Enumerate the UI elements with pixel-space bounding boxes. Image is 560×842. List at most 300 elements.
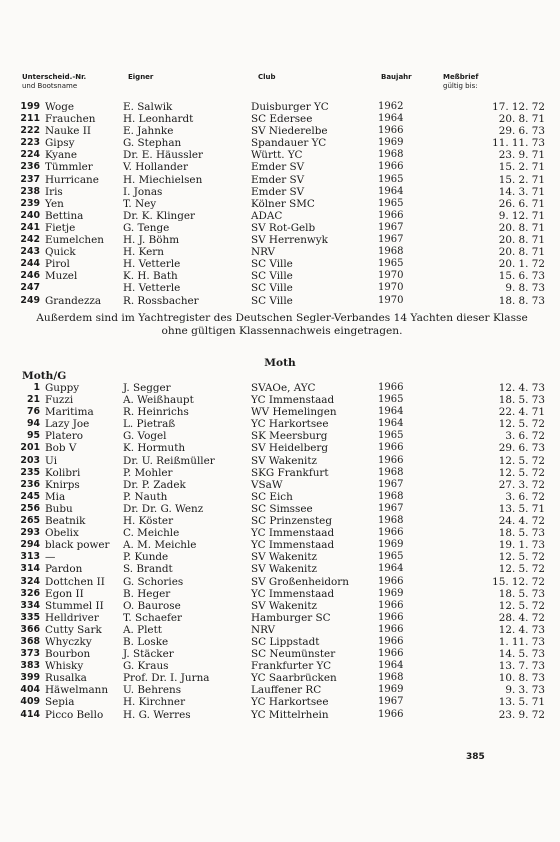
club-name: SV Rot-Gelb <box>251 221 316 234</box>
table-row <box>0 600 560 612</box>
club-name: YC Saarbrücken <box>251 672 337 685</box>
owner-name: G. Stephan <box>123 137 182 150</box>
club-name: SC Ville <box>251 282 293 295</box>
owner-name: Dr. Dr. G. Wenz <box>123 502 204 515</box>
sail-number: 223 <box>20 137 40 149</box>
club-name: SV Wakenitz <box>251 454 318 467</box>
club-name: NRV <box>251 246 276 259</box>
build-year: 1964 <box>378 113 404 125</box>
build-year: 1968 <box>378 672 404 684</box>
owner-name: P. Mohler <box>123 466 173 479</box>
table-row <box>0 282 560 294</box>
certificate-date: 24. 4. 72 <box>498 515 545 528</box>
boat-name: Whyczky <box>45 635 92 648</box>
build-year: 1965 <box>378 551 404 563</box>
owner-name: H. Leonhardt <box>123 113 194 126</box>
boat-name: Guppy <box>45 382 80 394</box>
owner-name: R. Rossbacher <box>123 294 199 307</box>
owner-name: J. Segger <box>123 382 171 394</box>
certificate-date: 23. 9. 72 <box>498 708 545 721</box>
certificate-date: 15. 6. 73 <box>498 270 545 283</box>
sail-number: 203 <box>20 454 40 466</box>
sail-number: 76 <box>26 406 40 418</box>
club-name: Duisburger YC <box>251 101 329 113</box>
build-year: 1966 <box>378 575 404 587</box>
club-name: Hamburger SC <box>251 611 331 624</box>
owner-name: G. Kraus <box>123 660 169 673</box>
build-year: 1965 <box>378 173 404 185</box>
certificate-date: 20. 8. 71 <box>498 234 545 247</box>
sail-number: 243 <box>20 246 40 258</box>
sail-number: 94 <box>26 418 40 430</box>
build-year: 1962 <box>378 101 404 112</box>
club-name: Frankfurter YC <box>251 660 332 673</box>
build-year: 1970 <box>378 282 404 294</box>
boat-name: Woge <box>45 101 75 113</box>
build-year: 1968 <box>378 246 404 258</box>
boat-name: Obelix <box>45 527 79 540</box>
boat-name: Lazy Joe <box>45 418 90 431</box>
owner-name: A. Plett <box>123 623 162 636</box>
club-name: YC Immenstaad <box>251 587 335 600</box>
certificate-date: 9. 12. 71 <box>498 209 545 222</box>
boat-name: Quick <box>45 246 76 259</box>
table-row <box>0 551 560 563</box>
table-row <box>0 382 560 394</box>
build-year: 1965 <box>378 430 404 442</box>
certificate-date: 15. 2. 71 <box>498 173 545 186</box>
boat-name: Sepia <box>45 696 75 709</box>
sail-number: 222 <box>20 125 40 137</box>
certificate-date: 9. 3. 73 <box>505 684 545 697</box>
table-row <box>0 210 560 222</box>
boat-name: Bettina <box>45 209 84 222</box>
table-row <box>0 648 560 660</box>
build-year: 1964 <box>378 185 404 197</box>
sail-number: 409 <box>20 696 40 708</box>
sail-number: 201 <box>20 442 40 454</box>
owner-name: G. Tenge <box>123 221 170 234</box>
moth-table <box>0 382 560 721</box>
club-name: SVAOe, AYC <box>251 382 316 394</box>
owner-name: G. Schories <box>123 575 184 588</box>
table-row <box>0 198 560 210</box>
certificate-date: 12. 4. 73 <box>498 623 545 636</box>
sail-number: 368 <box>20 635 40 647</box>
club-name: SV Niederelbe <box>251 125 328 138</box>
sail-number: 245 <box>20 490 40 502</box>
club-name: SV Wakenitz <box>251 563 318 576</box>
owner-name: B. Loske <box>123 635 169 648</box>
owner-name: J. Stäcker <box>123 648 174 661</box>
certificate-date: 13. 7. 73 <box>498 660 545 673</box>
table-row <box>0 270 560 282</box>
top-table <box>0 101 560 307</box>
club-name: YC Mittelrhein <box>251 708 329 721</box>
owner-name: A. M. Meichle <box>123 539 197 552</box>
table-row <box>0 588 560 600</box>
owner-name: V. Hollander <box>123 161 188 174</box>
table-row <box>0 455 560 467</box>
table-row <box>0 161 560 173</box>
boat-name: — <box>45 551 56 564</box>
build-year: 1966 <box>378 599 404 611</box>
build-year: 1966 <box>378 635 404 647</box>
boat-name: Grandezza <box>45 294 102 307</box>
owner-name: P. Kunde <box>123 551 169 564</box>
club-name: Württ. YC <box>251 149 303 162</box>
build-year: 1968 <box>378 490 404 502</box>
club-name: VSaW <box>251 478 283 491</box>
header-owner: Eigner <box>128 73 154 81</box>
column-header <box>0 73 560 103</box>
boat-name: Mia <box>45 490 66 503</box>
table-row <box>0 442 560 454</box>
sail-number: 95 <box>26 430 40 442</box>
certificate-date: 23. 9. 71 <box>498 149 545 162</box>
club-name: SV Großenheidorn <box>251 575 349 588</box>
class-label: Moth/G <box>22 370 67 382</box>
certificate-date: 12. 5. 72 <box>498 563 545 576</box>
sail-number: 241 <box>20 221 40 233</box>
certificate-date: 22. 4. 71 <box>498 406 545 419</box>
table-row <box>0 479 560 491</box>
club-name: YC Immenstaad <box>251 539 335 552</box>
owner-name: H. Vetterle <box>123 258 181 271</box>
page-number: 385 <box>466 752 485 762</box>
sail-number: 373 <box>20 648 40 660</box>
build-year: 1965 <box>378 258 404 270</box>
build-year: 1968 <box>378 149 404 161</box>
table-row <box>0 612 560 624</box>
club-name: SC Eich <box>251 490 293 503</box>
boat-name: Knirps <box>45 478 80 491</box>
club-name: YC Harkortsee <box>251 696 329 709</box>
table-row <box>0 234 560 246</box>
owner-name: K. H. Bath <box>123 270 178 283</box>
owner-name: H. Kern <box>123 246 164 259</box>
table-row <box>0 527 560 539</box>
boat-name: Cutty Sark <box>45 623 102 636</box>
sail-number: 246 <box>20 270 40 282</box>
boat-name: Gipsy <box>45 137 75 150</box>
certificate-date: 12. 5. 72 <box>498 418 545 431</box>
section-title: Moth <box>264 357 296 369</box>
club-name: SC Ville <box>251 258 293 271</box>
club-name: SC Prinzensteg <box>251 515 332 528</box>
sail-number: 335 <box>20 611 40 623</box>
boat-name: Stummel II <box>45 599 104 612</box>
boat-name: Frauchen <box>45 113 96 126</box>
boat-name: Pirol <box>45 258 70 271</box>
sail-number: 414 <box>20 708 40 720</box>
build-year: 1967 <box>378 234 404 246</box>
build-year: 1964 <box>378 406 404 418</box>
header-number-boat: Unterscheid.-Nr. und Bootsname <box>22 73 87 90</box>
owner-name: H. G. Werres <box>123 708 191 721</box>
build-year: 1966 <box>378 442 404 454</box>
boat-name: Pardon <box>45 563 83 576</box>
owner-name: H. Kirchner <box>123 696 186 709</box>
sail-number: 236 <box>20 161 40 173</box>
boat-name: Platero <box>45 430 84 443</box>
boat-name: Iris <box>45 185 63 198</box>
boat-name: Häwelmann <box>45 684 109 697</box>
certificate-date: 20. 8. 71 <box>498 246 545 259</box>
sail-number: 238 <box>20 185 40 197</box>
table-row <box>0 515 560 527</box>
sail-number: 199 <box>20 101 40 112</box>
certificate-date: 13. 5. 71 <box>498 502 545 515</box>
table-row <box>0 295 560 307</box>
owner-name: T. Schaefer <box>123 611 182 624</box>
table-row <box>0 709 560 721</box>
register-note: Außerdem sind im Yachtregister des Deutschen Segler-Verbandes 14 Yachten dieser Klasse ohne gültigen Klassennachweis eingetragen. <box>36 312 528 337</box>
club-name: SC Lippstadt <box>251 635 320 648</box>
build-year: 1966 <box>378 454 404 466</box>
certificate-date: 15. 2. 71 <box>498 161 545 174</box>
boat-name: Beatnik <box>45 515 86 528</box>
boat-name: Fietje <box>45 221 76 234</box>
table-row <box>0 174 560 186</box>
build-year: 1968 <box>378 515 404 527</box>
build-year: 1966 <box>378 209 404 221</box>
certificate-date: 18. 8. 73 <box>498 294 545 307</box>
boat-name: Rusalka <box>45 672 87 685</box>
build-year: 1966 <box>378 527 404 539</box>
boat-name: Bubu <box>45 502 73 515</box>
club-name: Emder SV <box>251 161 305 174</box>
build-year: 1966 <box>378 648 404 660</box>
sail-number: 21 <box>26 394 40 406</box>
owner-name: S. Brandt <box>123 563 173 576</box>
sail-number: 334 <box>20 599 40 611</box>
club-name: SV Heidelberg <box>251 442 329 455</box>
table-row <box>0 696 560 708</box>
boat-name: Maritima <box>45 406 94 419</box>
certificate-date: 12. 4. 73 <box>498 382 545 394</box>
build-year: 1970 <box>378 270 404 282</box>
header-measurement: Meßbrief gültig bis: <box>443 73 479 90</box>
boat-name: Bourbon <box>45 648 91 661</box>
table-row <box>0 684 560 696</box>
certificate-date: 18. 5. 73 <box>498 587 545 600</box>
build-year: 1967 <box>378 221 404 233</box>
owner-name: Dr. U. Reißmüller <box>123 454 215 467</box>
owner-name: I. Jonas <box>123 185 163 198</box>
build-year: 1965 <box>378 394 404 406</box>
sail-number: 399 <box>20 672 40 684</box>
club-name: Kölner SMC <box>251 197 315 210</box>
boat-name: Bob V <box>45 442 77 455</box>
owner-name: R. Heinrichs <box>123 406 189 419</box>
build-year: 1969 <box>378 587 404 599</box>
table-row <box>0 113 560 125</box>
table-row <box>0 491 560 503</box>
table-row <box>0 246 560 258</box>
build-year: 1966 <box>378 125 404 137</box>
build-year: 1966 <box>378 611 404 623</box>
table-row <box>0 101 560 113</box>
boat-name: Kolibri <box>45 466 81 479</box>
build-year: 1967 <box>378 696 404 708</box>
sail-number: 326 <box>20 587 40 599</box>
owner-name: B. Heger <box>123 587 171 600</box>
owner-name: H. J. Böhm <box>123 234 180 247</box>
club-name: YC Immenstaad <box>251 527 335 540</box>
sail-number: 366 <box>20 623 40 635</box>
build-year: 1966 <box>378 161 404 173</box>
club-name: Lauffener RC <box>251 684 322 697</box>
boat-name: Muzel <box>45 270 78 283</box>
sail-number: 236 <box>20 478 40 490</box>
owner-name: Prof. Dr. I. Jurna <box>123 672 210 685</box>
owner-name: L. Pietraß <box>123 418 176 431</box>
owner-name: H. Köster <box>123 515 174 528</box>
certificate-date: 11. 11. 73 <box>492 137 545 150</box>
boat-name: Fuzzi <box>45 394 74 407</box>
sail-number: 224 <box>20 149 40 161</box>
table-row <box>0 222 560 234</box>
club-name: ADAC <box>251 209 283 222</box>
build-year: 1965 <box>378 197 404 209</box>
table-row <box>0 563 560 575</box>
build-year: 1964 <box>378 660 404 672</box>
boat-name: Nauke II <box>45 125 91 138</box>
certificate-date: 3. 6. 72 <box>505 490 545 503</box>
build-year: 1967 <box>378 478 404 490</box>
club-name: NRV <box>251 623 276 636</box>
build-year: 1966 <box>378 382 404 393</box>
sail-number: 404 <box>20 684 40 696</box>
owner-name: E. Jahnke <box>123 125 174 138</box>
sail-number: 247 <box>20 282 40 294</box>
build-year: 1969 <box>378 539 404 551</box>
certificate-date: 12. 5. 72 <box>498 454 545 467</box>
club-name: SKG Frankfurt <box>251 466 329 479</box>
owner-name: Dr. K. Klinger <box>123 209 195 222</box>
certificate-date: 27. 3. 72 <box>498 478 545 491</box>
table-row <box>0 418 560 430</box>
certificate-date: 9. 8. 73 <box>505 282 545 295</box>
club-name: SC Ville <box>251 294 293 307</box>
certificate-date: 20. 8. 71 <box>498 221 545 234</box>
boat-name: Whisky <box>45 660 84 673</box>
owner-name: E. Salwik <box>123 101 173 113</box>
sail-number: 265 <box>20 515 40 527</box>
build-year: 1964 <box>378 563 404 575</box>
club-name: Spandauer YC <box>251 137 327 150</box>
boat-name: Tümmler <box>45 161 93 174</box>
boat-name: black power <box>45 539 110 552</box>
certificate-date: 13. 5. 71 <box>498 696 545 709</box>
certificate-date: 12. 5. 72 <box>498 466 545 479</box>
club-name: Emder SV <box>251 173 305 186</box>
certificate-date: 18. 5. 73 <box>498 527 545 540</box>
table-row <box>0 137 560 149</box>
sail-number: 324 <box>20 575 40 587</box>
sail-number: 313 <box>20 551 40 563</box>
table-row <box>0 149 560 161</box>
owner-name: K. Hormuth <box>123 442 186 455</box>
owner-name: Dr. E. Häussler <box>123 149 204 162</box>
owner-name: Dr. P. Zadek <box>123 478 186 491</box>
boat-name: Ui <box>45 454 58 467</box>
sail-number: 383 <box>20 660 40 672</box>
sail-number: 211 <box>20 113 40 125</box>
certificate-date: 19. 1. 73 <box>498 539 545 552</box>
build-year: 1966 <box>378 708 404 720</box>
sail-number: 244 <box>20 258 40 270</box>
sail-number: 314 <box>20 563 40 575</box>
sail-number: 239 <box>20 197 40 209</box>
club-name: YC Harkortsee <box>251 418 329 431</box>
certificate-date: 1. 11. 73 <box>498 635 545 648</box>
sail-number: 235 <box>20 466 40 478</box>
certificate-date: 29. 6. 73 <box>498 442 545 455</box>
certificate-date: 12. 5. 72 <box>498 599 545 612</box>
certificate-date: 18. 5. 73 <box>498 394 545 407</box>
sail-number: 256 <box>20 502 40 514</box>
sail-number: 240 <box>20 209 40 221</box>
table-row <box>0 576 560 588</box>
owner-name: H. Vetterle <box>123 282 181 295</box>
sail-number: 1 <box>33 382 40 393</box>
boat-name: Helldriver <box>45 611 99 624</box>
owner-name: U. Behrens <box>123 684 182 697</box>
club-name: SV Wakenitz <box>251 551 318 564</box>
sail-number: 293 <box>20 527 40 539</box>
certificate-date: 20. 8. 71 <box>498 113 545 126</box>
certificate-date: 29. 6. 73 <box>498 125 545 138</box>
certificate-date: 17. 12. 72 <box>492 101 545 113</box>
club-name: WV Hemelingen <box>251 406 337 419</box>
build-year: 1966 <box>378 623 404 635</box>
certificate-date: 20. 1. 72 <box>498 258 545 271</box>
boat-name: Dottchen II <box>45 575 105 588</box>
sail-number: 237 <box>20 173 40 185</box>
owner-name: A. Weißhaupt <box>123 394 194 407</box>
boat-name: Yen <box>45 197 64 210</box>
table-row <box>0 125 560 137</box>
table-row <box>0 186 560 198</box>
certificate-date: 10. 8. 73 <box>498 672 545 685</box>
table-row <box>0 624 560 636</box>
certificate-date: 14. 3. 71 <box>498 185 545 198</box>
club-name: SC Edersee <box>251 113 313 126</box>
table-row <box>0 660 560 672</box>
club-name: Emder SV <box>251 185 305 198</box>
table-row <box>0 503 560 515</box>
owner-name: T. Ney <box>123 197 157 210</box>
boat-name: Picco Bello <box>45 708 104 721</box>
club-name: SC Simssee <box>251 502 313 515</box>
owner-name: O. Baurose <box>123 599 181 612</box>
table-row <box>0 394 560 406</box>
club-name: SK Meersburg <box>251 430 328 443</box>
owner-name: C. Meichle <box>123 527 180 540</box>
header-year: Baujahr <box>381 73 412 81</box>
sail-number: 249 <box>20 294 40 306</box>
club-name: SV Herrenwyk <box>251 234 328 247</box>
table-row <box>0 430 560 442</box>
build-year: 1969 <box>378 684 404 696</box>
boat-name: Hurricane <box>45 173 99 186</box>
sail-number: 294 <box>20 539 40 551</box>
build-year: 1968 <box>378 466 404 478</box>
certificate-date: 28. 4. 72 <box>498 611 545 624</box>
certificate-date: 26. 6. 71 <box>498 197 545 210</box>
